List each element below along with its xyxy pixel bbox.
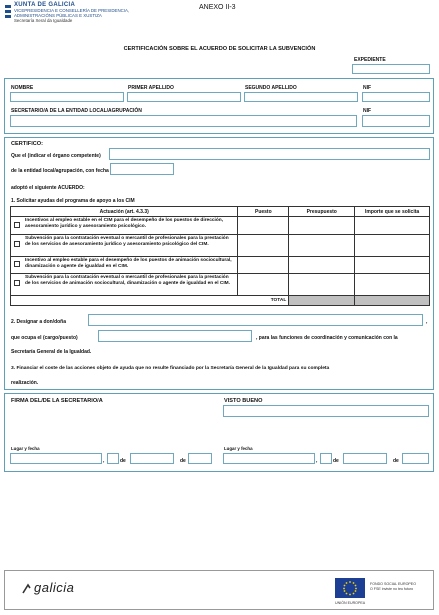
actions-table (10, 206, 430, 306)
comma: , (103, 458, 105, 464)
lugar-fecha-label: Lugar y fecha (11, 446, 40, 451)
fecha-input[interactable] (110, 163, 174, 175)
lugar-input-2[interactable] (223, 453, 318, 464)
item3-label: 3. Financiar el coste de las acciones objeto de ayuda que no resulte financiado por la Secretaría General de la Igualdad para su completa (11, 366, 330, 371)
presupuesto-cell[interactable] (289, 235, 355, 257)
lugar-input[interactable] (10, 453, 105, 464)
item2-comma: , (426, 319, 428, 325)
primer-apellido-input[interactable] (127, 92, 241, 102)
acuerdo-label: adoptó el siguiente ACUERDO: (11, 185, 85, 191)
row-text: Incentivo al empleo estable para el desempeño de los puestos de animación sociocultural, dinamización o agente de igualdad en el CIM. (25, 258, 232, 269)
total-presupuesto (289, 296, 355, 306)
presupuesto-cell[interactable] (289, 217, 355, 235)
xunta-shield-icon (4, 3, 12, 31)
row-text: Subvención para la contratación eventual o mercantil de profesionales para la prestación de los servicios de animación sociocultural, dinamización o agente de igualdad en el CIM. (25, 275, 230, 286)
row-text: Subvención para la contratación eventual o mercantil de profesionales para la prestación de los servicios de asesoramiento jurídico y asesoramiento psicológico del CIM. (25, 236, 229, 247)
col-importe: Importe que se solicita (355, 207, 430, 217)
eu-label: UNIÓN EUROPEA (335, 601, 366, 605)
puesto-cell[interactable] (238, 235, 289, 257)
row-actuacion (11, 217, 238, 235)
org-name: XUNTA DE GALICIA (14, 2, 76, 8)
org-block (14, 3, 129, 23)
de-label: de (333, 458, 339, 464)
organo-input[interactable] (109, 148, 430, 160)
eu-stars-icon (335, 578, 365, 598)
table-header-row (11, 207, 430, 217)
row-text: Incentivos al empleo estable en el CIM para el desempeño de los puestos de dirección, asesoramiento jurídico y asesoramiento psicológico. (25, 218, 224, 229)
galicia-wordmark: galicia (34, 580, 75, 595)
row-actuacion (11, 235, 238, 257)
importe-cell[interactable] (355, 257, 430, 274)
col-actuacion: Actuación (art. 4.3.3) (11, 207, 238, 217)
table-row (11, 235, 430, 257)
de-label: de (180, 458, 186, 464)
expediente-input[interactable] (352, 64, 430, 74)
de-label: de (393, 458, 399, 464)
organo-label: Que el (indicar el órgano competente) (11, 153, 101, 159)
expediente-label: EXPEDIENTE (354, 57, 386, 63)
item1-label: 1. Solicitar ayudas del programa de apoyo a los CIM (11, 198, 135, 204)
org-department: VICEPRESIDENCIA E CONSELLERÍA DE PRESIDENCIA, (14, 8, 130, 13)
segundo-apellido-label: SEGUNDO APELLIDO (245, 85, 297, 91)
item2-label: 2. Designar a don/doña (11, 319, 67, 325)
table-row (11, 217, 430, 235)
galicia-mark-icon (22, 582, 34, 594)
anio-input-2[interactable] (402, 453, 429, 464)
primer-apellido-label: PRIMER APELLIDO (128, 85, 174, 91)
total-importe (355, 296, 430, 306)
org-unit: Secretaría Xeral da Igualdade (14, 18, 73, 23)
firma-title: FIRMA DEL/DE LA SECRETARIO/A (11, 398, 103, 404)
mes-input-2[interactable] (343, 453, 387, 464)
secretario-label: SECRETARIO/A DE LA ENTIDAD LOCAL/AGRUPACIÓN (11, 108, 142, 114)
lugar-fecha-label: Lugar y fecha (224, 446, 253, 451)
eu-flag (335, 578, 365, 598)
mes-input[interactable] (130, 453, 174, 464)
fse-line2: O FSE inviste no teu futuro (370, 587, 414, 591)
annex-label: ANEXO II-3 (199, 4, 236, 11)
secretaria-label: Secretaría General de la Igualdad. (11, 349, 92, 355)
presupuesto-cell[interactable] (289, 274, 355, 296)
de-label: de (120, 458, 126, 464)
nombre-input[interactable] (10, 92, 124, 102)
row-actuacion (11, 257, 238, 274)
fse-text (370, 582, 416, 592)
table-row (11, 274, 430, 296)
xunta-logo (4, 3, 12, 31)
puesto-cell[interactable] (238, 274, 289, 296)
table-row (11, 257, 430, 274)
nombre-label: NOMBRE (11, 85, 34, 91)
cargo-input[interactable] (98, 330, 252, 342)
puesto-cell[interactable] (238, 257, 289, 274)
presupuesto-cell[interactable] (289, 257, 355, 274)
col-presupuesto: Presupuesto (289, 207, 355, 217)
nif-input[interactable] (362, 92, 430, 102)
table-total-row (11, 296, 430, 306)
anio-input[interactable] (188, 453, 212, 464)
row-checkbox[interactable] (14, 261, 20, 267)
visto-bueno-input[interactable] (223, 405, 429, 417)
page-title: CERTIFICACIÓN SOBRE EL ACUERDO DE SOLICITAR LA SUBVENCIÓN (123, 46, 316, 52)
nif2-input[interactable] (362, 115, 430, 127)
secretario-input[interactable] (10, 115, 357, 127)
total-label: TOTAL (11, 296, 289, 306)
fecha-label: de la entidad local/agrupación, con fecha (11, 168, 109, 174)
funciones-label: , para las funciones de coordinación y comunicación con la (256, 335, 398, 341)
fse-line1: FONDO SOCIAL EUROPEO (370, 582, 416, 586)
row-actuacion (11, 274, 238, 296)
importe-cell[interactable] (355, 217, 430, 235)
dia-input[interactable] (107, 453, 119, 464)
row-checkbox[interactable] (14, 241, 20, 247)
importe-cell[interactable] (355, 274, 430, 296)
nif2-label: NIF (363, 108, 372, 114)
row-checkbox[interactable] (14, 280, 20, 286)
comma: , (316, 458, 318, 464)
designado-input[interactable] (88, 314, 423, 326)
org-department-2: ADMINISTRACIÓNS PÚBLICAS E XUSTIZA (14, 13, 102, 18)
item3-label-2: realización. (11, 380, 39, 386)
puesto-cell[interactable] (238, 217, 289, 235)
importe-cell[interactable] (355, 235, 430, 257)
col-puesto: Puesto (238, 207, 289, 217)
row-checkbox[interactable] (14, 222, 20, 228)
certifico-heading: CERTIFICO: (11, 141, 44, 147)
cargo-label: que ocupa el (cargo/puesto) (11, 335, 78, 341)
nif-label: NIF (363, 85, 372, 91)
dia-input-2[interactable] (320, 453, 332, 464)
visto-bueno-title: VISTO BUENO (224, 398, 263, 404)
segundo-apellido-input[interactable] (244, 92, 358, 102)
galicia-logo (22, 580, 74, 595)
